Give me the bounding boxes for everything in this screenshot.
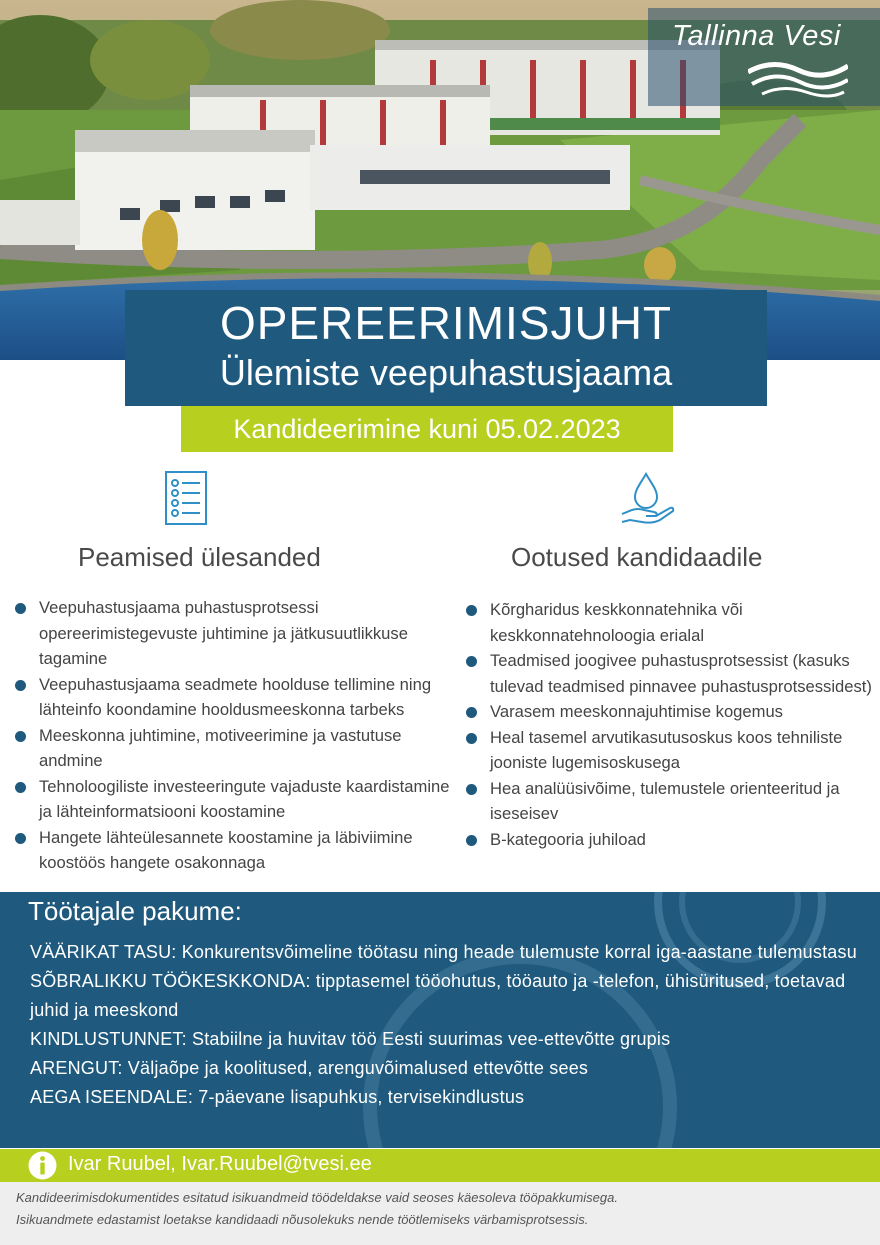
benefit-item: AEGA ISEENDALE: 7-päevane lisapuhkus, tervisekindlustus bbox=[30, 1087, 525, 1107]
expectations-list bbox=[466, 597, 874, 852]
list-item: B-kategooria juhiload bbox=[466, 827, 874, 853]
list-item: Hea analüüsivõime, tulemustele orienteeritud ja iseseisev bbox=[466, 776, 874, 827]
privacy-note-line-2: Isikuandmete edastamist loetakse kandidaadi nõusolekuks nende töötlemiseks värbamisprotsessis. bbox=[16, 1212, 589, 1227]
job-title: OPEREERIMISJUHT bbox=[219, 297, 673, 349]
duties-list bbox=[15, 595, 465, 876]
benefit-item: ARENGUT: Väljaõpe ja koolitused, arenguvõimalused ettevõtte sees bbox=[30, 1058, 589, 1078]
benefits-title: Töötajale pakume: bbox=[28, 896, 242, 926]
contact-bar bbox=[0, 1149, 880, 1182]
list-item: Tehnoloogiliste investeeringute vajaduste kaardistamine ja lähteinformatsiooni koostamine bbox=[15, 774, 465, 825]
water-drop-hand-icon bbox=[620, 470, 676, 526]
list-item: Hangete lähteülesannete koostamine ja läbiviimine koostöös hangete osakonnaga bbox=[15, 825, 465, 876]
duties-heading: Peamised ülesanded bbox=[78, 542, 321, 572]
privacy-note-line-1: Kandideerimisdokumentides esitatud isikuandmeid töödeldakse vaid seoses käesoleva tööpakkumisega. bbox=[16, 1190, 618, 1205]
contact-person[interactable]: Ivar Ruubel, Ivar.Ruubel@tvesi.ee bbox=[68, 1153, 372, 1175]
benefits-list bbox=[30, 938, 860, 1112]
list-item: Kõrgharidus keskkonnatehnika või keskkonnatehnoloogia erialal bbox=[466, 597, 874, 648]
brand-name: Tallinna Vesi bbox=[672, 20, 841, 52]
list-item: Teadmised joogivee puhastusprotsessist (kasuks tulevad teadmised pinnavee puhastusprotsessidest) bbox=[466, 648, 874, 699]
brand-logo bbox=[648, 8, 880, 106]
list-item: Veepuhastusjaama seadmete hoolduse tellimine ning lähteinfo koondamine hooldusmeeskonna tarbeks bbox=[15, 672, 465, 723]
job-title-block bbox=[125, 290, 767, 406]
benefit-item: SÕBRALIKKU TÖÖKESKKONDA: tipptasemel tööohutus, tööauto ja -telefon, ühisüritused, toetavad juhid ja meeskond bbox=[30, 971, 846, 1020]
list-item: Varasem meeskonnajuhtimise kogemus bbox=[466, 699, 874, 725]
info-icon bbox=[28, 1151, 57, 1180]
privacy-footer bbox=[0, 1182, 880, 1245]
benefit-item: KINDLUSTUNNET: Stabiilne ja huvitav töö Eesti suurimas vee-ettevõtte grupis bbox=[30, 1029, 671, 1049]
list-item: Veepuhastusjaama puhastusprotsessi opereerimistegevuste juhtimine ja jätkusuutlikkuse tagamine bbox=[15, 595, 465, 672]
benefits-section bbox=[0, 892, 880, 1148]
list-item: Heal tasemel arvutikasutusoskus koos tehniliste joonistе lugemisoskusega bbox=[466, 725, 874, 776]
checklist-icon bbox=[164, 470, 208, 526]
job-subtitle: Ülemiste veepuhastusjaama bbox=[219, 352, 673, 393]
application-deadline: Kandideerimine kuni 05.02.2023 bbox=[181, 406, 673, 452]
benefit-item: VÄÄRIKAT TASU: Konkurentsvõimeline töötasu ning heade tulemuste korral iga-aastane tulemustasu bbox=[30, 942, 857, 962]
expectations-heading: Ootused kandidaadile bbox=[511, 542, 763, 572]
list-item: Meeskonna juhtimine, motiveerimine ja vastutuse andmine bbox=[15, 723, 465, 774]
waves-icon bbox=[748, 54, 848, 98]
